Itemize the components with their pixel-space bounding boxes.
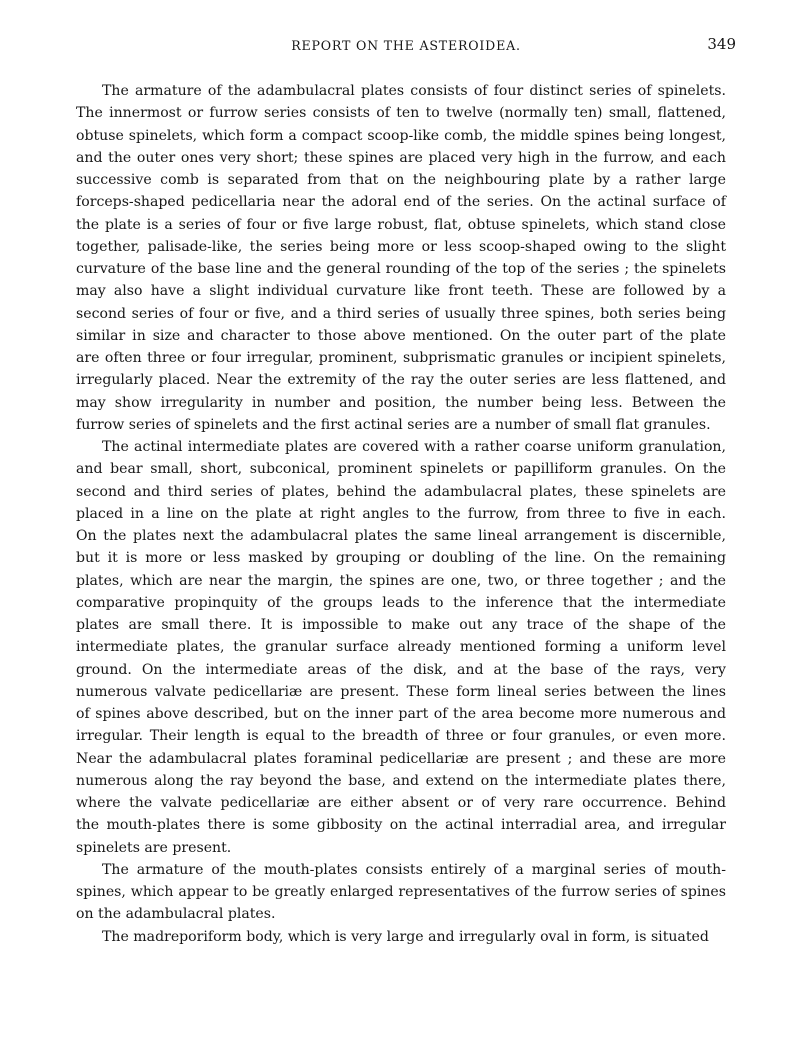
text-line: spines, which appear to be greatly enlarged representatives of the furrow series of spines: [76, 884, 726, 900]
page-header: [76, 35, 736, 60]
running-title: REPORT ON THE ASTEROIDEA.: [291, 38, 521, 53]
text-line: numerous valvate pedicellariæ are present. These form lineal series between the lines: [76, 683, 726, 700]
text-line: plates are small there. It is impossible to make out any trace of the shape of the: [76, 617, 726, 633]
text-line: The armature of the adambulacral plates consists of four distinct series of spinelets.: [102, 83, 726, 99]
text-line: spinelets are present.: [76, 839, 232, 856]
text-line: irregularly placed. Near the extremity of the ray the outer series are less flattened, and: [76, 372, 726, 389]
text-line: comparative propinquity of the groups leads to the inference that the intermediate: [76, 594, 726, 611]
paragraph-actinal-intermediate-plates: [76, 436, 726, 859]
text-line: are often three or four irregular, prominent, subprismatic granules or incipient spinelets,: [76, 350, 726, 366]
text-line: second and third series of plates, behind the adambulacral plates, these spinelets are: [76, 483, 726, 500]
text-line: successive comb is separated from that on the neighbouring plate by a rather large: [76, 172, 726, 188]
text-line: ground. On the intermediate areas of the disk, and at the base of the rays, very: [76, 661, 726, 678]
text-line: On the plates next the adambulacral plates the same lineal arrangement is discernible,: [76, 528, 726, 544]
text-line: placed in a line on the plate at right angles to the furrow, from three to five in each.: [76, 505, 726, 522]
text-line: similar in size and character to those above mentioned. On the outer part of the plate: [76, 327, 726, 344]
paragraph-adambulacral-armature: [76, 80, 726, 436]
text-line: may also have a slight individual curvature like front teeth. These are followed by a: [76, 283, 726, 300]
text-line: numerous along the ray beyond the base, and extend on the intermediate plates there,: [76, 772, 726, 789]
text-line: of spines above described, but on the inner part of the area become more numerous and: [76, 706, 726, 722]
text-line: intermediate plates, the granular surface already mentioned forming a uniform level: [76, 639, 726, 656]
text-line: Near the adambulacral plates foraminal pedicellariæ are present ; and these are more: [76, 750, 726, 767]
text-line: curvature of the base line and the general rounding of the top of the series ; the spinelets: [76, 261, 726, 277]
text-line: where the valvate pedicellariæ are either absent or of very rare occurrence. Behind: [76, 795, 726, 811]
paragraph-mouth-plates-armature: [76, 859, 726, 926]
text-line: but it is more or less masked by grouping or doubling of the line. On the remaining: [76, 550, 726, 567]
text-line: may show irregularity in number and position, the number being less. Between the: [76, 394, 726, 411]
text-line: The madreporiform body, which is very large and irregularly oval in form, is situated: [102, 928, 709, 945]
text-line: irregular. Their length is equal to the breadth of three or four granules, or even more.: [76, 728, 726, 745]
text-line: The armature of the mouth-plates consists entirely of a marginal series of mouth-: [102, 861, 726, 878]
text-line: furrow series of spinelets and the first actinal series are a number of small flat granules.: [76, 416, 711, 433]
paragraph-madreporiform-body: [76, 926, 726, 948]
text-line: The actinal intermediate plates are covered with a rather coarse uniform granulation,: [102, 439, 726, 455]
text-line: forceps-shaped pedicellaria near the adoral end of the series. On the actinal surface of: [76, 194, 726, 211]
text-line: the plate is a series of four or five large robust, flat, obtuse spinelets, which stand close: [76, 216, 726, 233]
text-line: and bear small, short, subconical, prominent spinelets or papilliform granules. On the: [76, 461, 726, 478]
text-line: together, palisade-like, the series being more or less scoop-shaped owing to the slight: [76, 238, 726, 255]
text-line: obtuse spinelets, which form a compact scoop-like comb, the middle spines being longest,: [76, 127, 726, 144]
body-text: [76, 80, 726, 948]
text-line: and the outer ones very short; these spines are placed very high in the furrow, and each: [76, 149, 726, 166]
text-line: the mouth-plates there is some gibbosity on the actinal interradial area, and irregular: [76, 817, 726, 834]
text-line: plates, which are near the margin, the spines are one, two, or three together ; and the: [76, 572, 726, 589]
page-number: 349: [707, 35, 736, 53]
text-line: The innermost or furrow series consists of ten to twelve (normally ten) small, flattened,: [76, 105, 726, 122]
text-line: second series of four or five, and a third series of usually three spines, both series being: [76, 305, 726, 322]
text-line: on the adambulacral plates.: [76, 906, 276, 923]
